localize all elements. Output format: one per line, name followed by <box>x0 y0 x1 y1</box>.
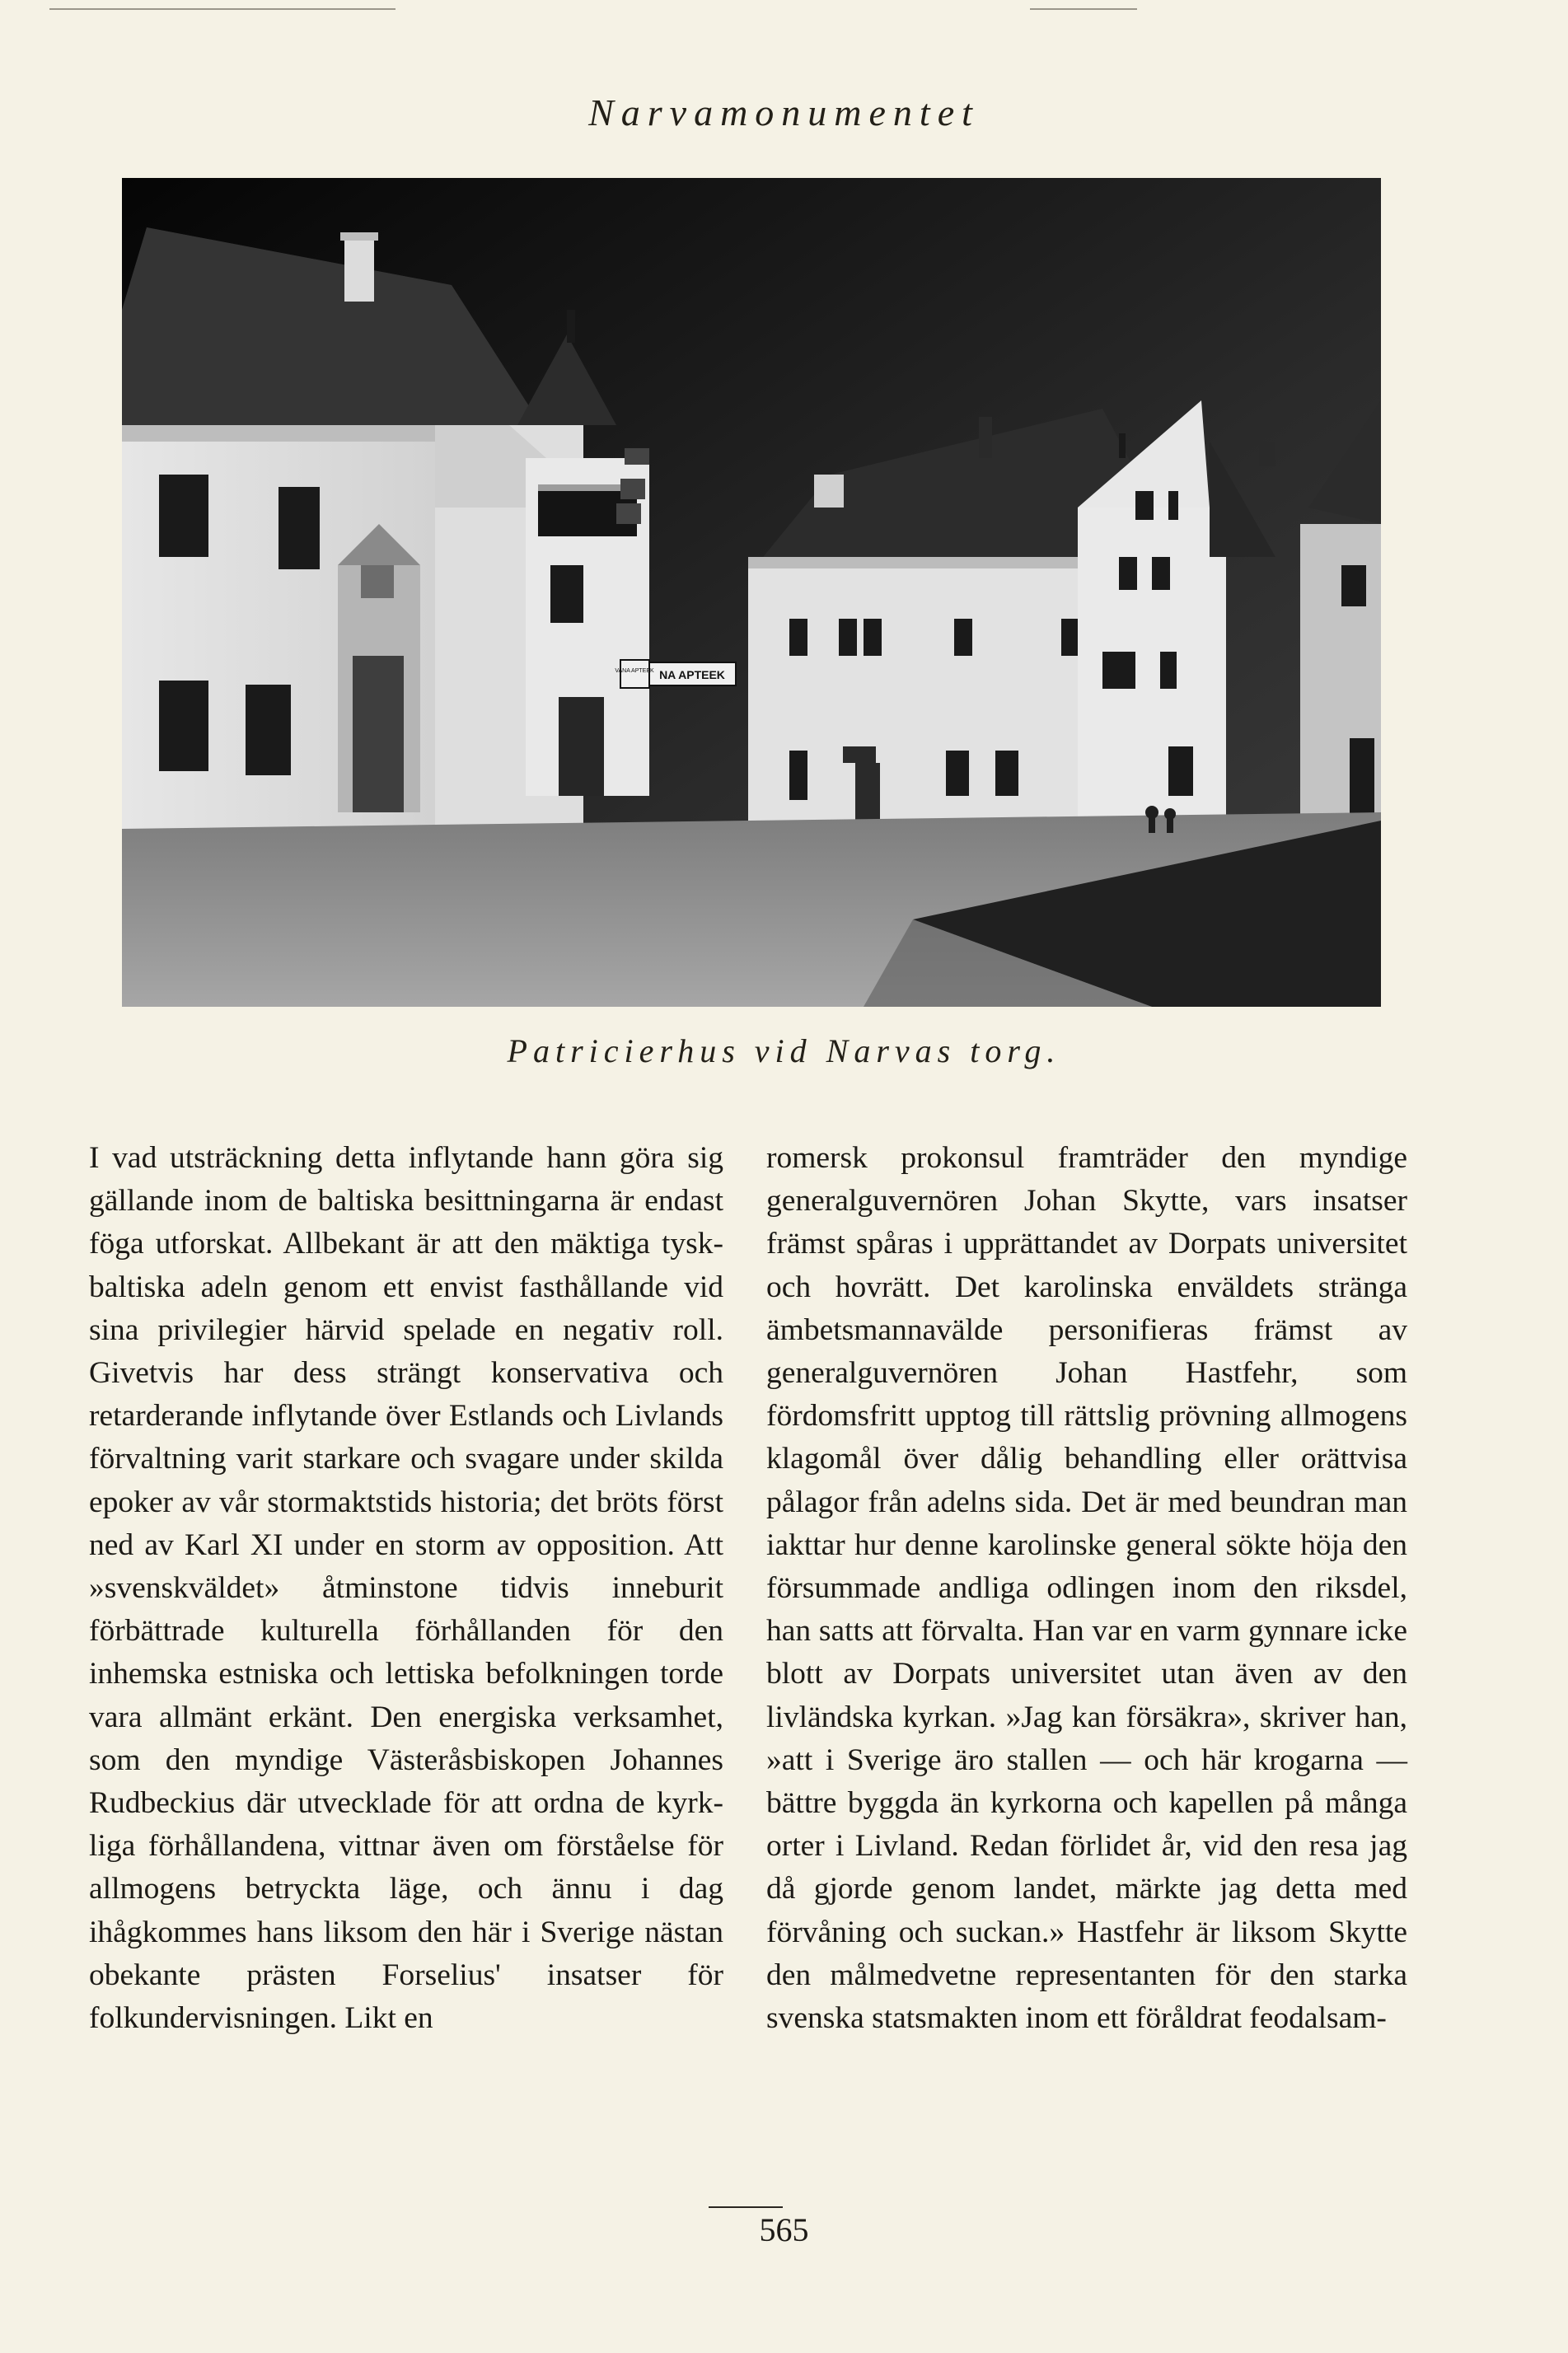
body-column-right: romersk prokonsul framträder den myndige generalguvernören Johan Skytte, vars insatser främst spåras i upprättandet av Dorpats universitet och hovrätt. Det karolinska enväldets stränga ämbetsmannavälde personifieras främst av generalguvernören Johan Hastfehr, som fördomsfritt upptog till rättslig prövning allmogens klagomål över dålig behandling eller orättvisa pålagor från adelns sida. Det är med beundran man iakttar hur denne karolinske general sökte höja den försummade andliga odlingen inom den riksdel, han satts att förvalta. Han var en varm gynnare icke blott av Dorpats universitet utan även av den livländska kyrkan. »Jag kan försäkra», skriver han, »att i Sverige äro stallen — och här krogarna — bättre byggda än kyrkorna och kapellen på många orter i Livland. Redan förlidet år, vid den resa jag då gjorde genom landet, märkte jag detta med förvåning och suckan.» Hastfehr är liksom Skytte den målmedvetne representanten för den starka svenska statsmakten inom ett föråldrat feodalsam- <box>766 1141 1407 2036</box>
folio-rule <box>709 2206 783 2208</box>
photograph <box>122 178 1381 1007</box>
pharmacy-sign <box>615 660 736 688</box>
scan-edge-mark <box>49 8 396 10</box>
scan-edge-mark <box>1030 8 1137 10</box>
sign-right-text: NA APTEEK <box>659 668 725 681</box>
sign-left-text: VANA APTEEK <box>615 668 654 674</box>
page-number: 565 <box>759 2211 809 2248</box>
running-title: Narvamonumentet <box>588 91 980 133</box>
body-column-left: I vad utsträckning detta inflytande hann göra sig gällande inom de baltiska besittningarna är endast föga utforskat. Allbekant är att den mäktiga tysk-baltiska adeln genom ett envist fasthållande vid sina privilegier härvid spelade en negativ roll. Givetvis har dess strängt konservativa och retarderande inflytande över Estlands och Livlands förvaltning varit starkare och svagare under skilda epoker av vår stormaktstids historia; det bröts först ned av Karl XI under en storm av opposition. Att »svenskväldet» åtminstone tidvis inneburit förbättrade kulturella förhållanden för den inhemska estniska och lettiska befolkningen torde vara allmänt erkänt. Den energiska verksamhet, som den myndige Västeråsbiskopen Johannes Rudbeckius där utvecklade för att ordna de kyrkliga förhållandena, vittnar även om förståelse för allmogens betryckta läge, och ännu i dag ihågkommes hans liksom den här i Sverige nästan obekante prästen Forselius' insatser för folkundervisningen. Likt en <box>89 1141 723 2036</box>
figure-caption: Patricierhus vid Narvas torg. <box>507 1032 1061 1069</box>
